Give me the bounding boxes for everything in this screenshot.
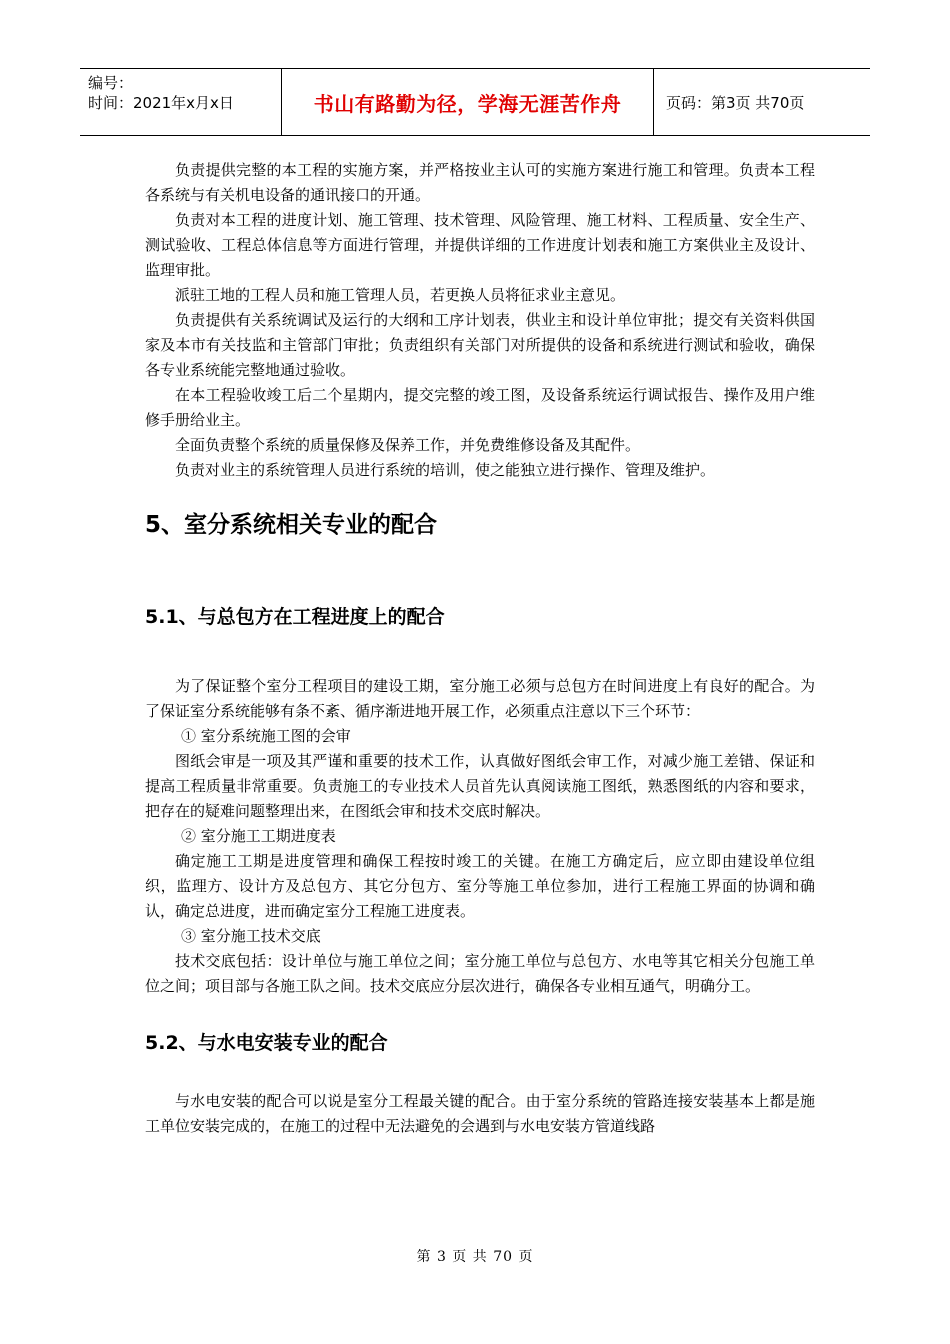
header-motto: 书山有路勤为径，学海无涯苦作舟: [282, 69, 654, 135]
subsection-heading: 5.2、与水电安装专业的配合: [145, 1032, 388, 1054]
paragraph: 在本工程验收竣工后二个星期内，提交完整的竣工图，及设备系统运行调试报告、操作及用户维修手册给业主。: [145, 386, 815, 429]
paragraph: 负责提供完整的本工程的实施方案，并严格按业主认可的实施方案进行施工和管理。负责本工程各系统与有关机电设备的通讯接口的开通。: [145, 161, 815, 204]
paragraph: 负责提供有关系统调试及运行的大纲和工序计划表，供业主和设计单位审批；提交有关资料供国家及本市有关技监和主管部门审批；负责组织有关部门对所提供的设备和系统进行测试和验收，确保各专业系统能完整地通过验收。: [145, 311, 815, 379]
page-footer: 第 3 页 共 70 页: [416, 1249, 534, 1265]
paragraph: 负责对本工程的进度计划、施工管理、技术管理、风险管理、施工材料、工程质量、安全生产、测试验收、工程总体信息等方面进行管理，并提供详细的工作进度计划表和施工方案供业主及设计、监理审批。: [145, 211, 815, 279]
list-item-title: ② 室分施工工期进度表: [181, 827, 336, 845]
paragraph: 与水电安装的配合可以说是室分工程最关键的配合。由于室分系统的管路连接安装基本上都是施工单位安装完成的，在施工的过程中无法避免的会遇到与水电安装方管道线路: [145, 1092, 815, 1135]
subsection-heading: 5.1、与总包方在工程进度上的配合: [145, 606, 445, 628]
list-item-title: ① 室分系统施工图的会审: [181, 727, 351, 745]
paragraph: 技术交底包括：设计单位与施工单位之间；室分施工单位与总包方、水电等其它相关分包施工单位之间；项目部与各施工队之间。技术交底应分层次进行，确保各专业相互通气，明确分工。: [145, 952, 815, 995]
header-page-info: 页码：第3页 共70页: [666, 93, 805, 112]
paragraph: 派驻工地的工程人员和施工管理人员，若更换人员将征求业主意见。: [175, 286, 626, 304]
section-heading: 5、室分系统相关专业的配合: [145, 512, 438, 538]
document-time-label: 时间：2021年x月x日: [88, 94, 234, 112]
list-item-title: ③ 室分施工技术交底: [181, 927, 321, 945]
document-body: [145, 158, 815, 1139]
paragraph: 全面负责整个系统的质量保修及保养工作，并免费维修设备及其配件。: [175, 436, 641, 454]
paragraph: 负责对业主的系统管理人员进行系统的培训，使之能独立进行操作、管理及维护。: [175, 461, 716, 479]
paragraph: 确定施工工期是进度管理和确保工程按时竣工的关键。在施工方确定后，应立即由建设单位组织，监理方、设计方及总包方、其它分包方、室分等施工单位参加，进行工程施工界面的协调和确认，确定总进度，进而确定室分工程施工进度表。: [145, 852, 815, 920]
paragraph: 图纸会审是一项及其严谨和重要的技术工作，认真做好图纸会审工作，对减少施工差错、保证和提高工程质量非常重要。负责施工的专业技术人员首先认真阅读施工图纸，熟悉图纸的内容和要求，把存在的疑难问题整理出来，在图纸会审和技术交底时解决。: [145, 752, 815, 820]
header-meta: [80, 69, 282, 135]
paragraph: 为了保证整个室分工程项目的建设工期，室分施工必须与总包方在时间进度上有良好的配合。为了保证室分系统能够有条不紊、循序渐进地开展工作，必须重点注意以下三个环节：: [145, 677, 815, 720]
document-number-label: 编号：: [88, 74, 134, 92]
page-header: [80, 68, 870, 136]
